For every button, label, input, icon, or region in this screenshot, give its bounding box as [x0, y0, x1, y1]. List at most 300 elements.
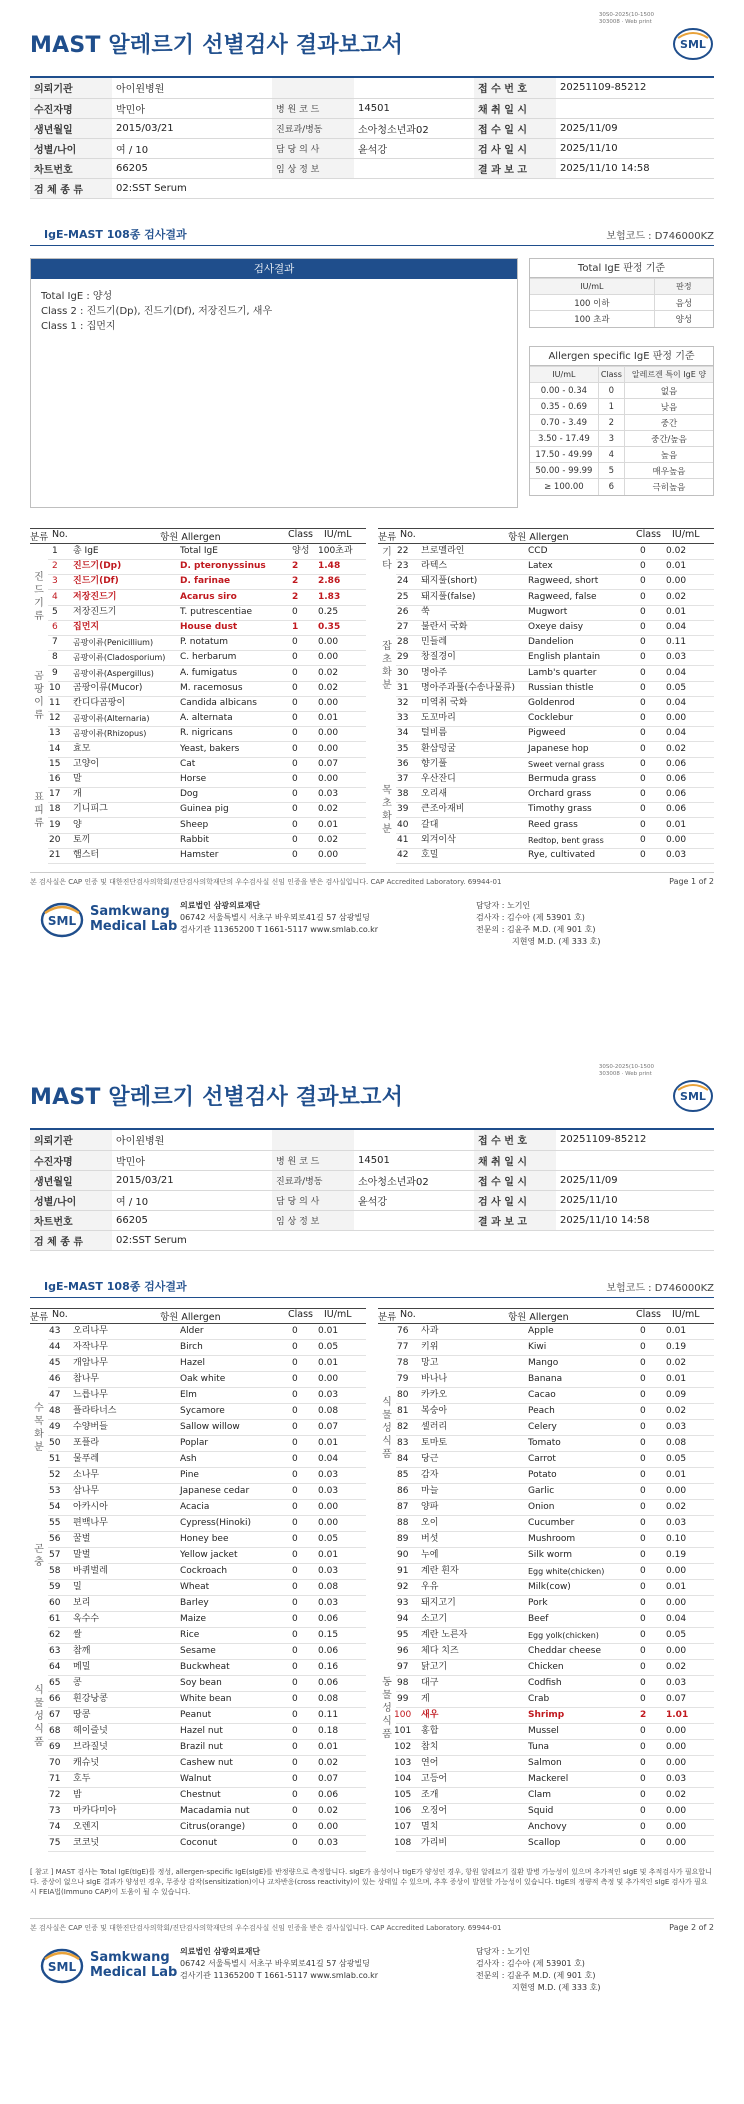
allergen-english-name: Cat [180, 758, 196, 769]
info-label: 의뢰기관 [30, 1130, 112, 1150]
allergen-row [396, 1324, 714, 1340]
allergen-number: 1 [52, 546, 58, 556]
lab-logo-text: Samkwang Medical Lab [90, 1950, 178, 1980]
allergen-number: 56 [49, 1534, 61, 1544]
criteria-cell: 0.35 - 0.69 [530, 399, 598, 415]
allergen-row [48, 620, 366, 636]
page-number: Page 1 of 2 [669, 877, 714, 886]
allergen-class: 0 [292, 1406, 298, 1416]
allergen-number: 23 [397, 561, 409, 572]
allergen-english-name: P. notatum [180, 637, 229, 648]
allergen-korean-name: 곰팡이류(Aspergillus) [73, 668, 154, 678]
allergen-row [48, 1484, 366, 1500]
allergen-class: 0 [292, 819, 298, 830]
allergen-row [396, 1820, 714, 1836]
allergen-korean-name: 참나무 [73, 1374, 100, 1384]
info-value: 14501 [354, 98, 474, 118]
allergen-class: 2 [292, 576, 299, 587]
allergen-group-label: 진 드 기 류 [34, 572, 44, 623]
allergen-english-name: Alder [180, 1326, 204, 1336]
allergen-korean-name: 진드기(Df) [73, 576, 119, 587]
allergen-group-label: 잡 초 화 분 [382, 640, 392, 691]
allergen-row [48, 711, 366, 727]
allergen-number: 25 [397, 591, 409, 602]
allergen-group-label: 식 물 성 식 품 [382, 1396, 392, 1460]
allergen-row [396, 666, 714, 682]
allergen-class: 0 [640, 606, 646, 617]
criteria-cell: 양성 [654, 311, 713, 327]
info-value: 66205 [112, 158, 272, 178]
info-label [272, 1130, 354, 1150]
allergen-class: 0 [292, 1710, 298, 1720]
allergen-iu-value: 0.06 [318, 1614, 339, 1624]
allergen-col-header: Class [288, 1309, 313, 1320]
allergen-number: 5 [52, 606, 58, 617]
allergen-class: 0 [292, 1534, 298, 1544]
allergen-class: 0 [640, 850, 646, 860]
allergen-col-header: 항원 Allergen [160, 1312, 221, 1323]
allergen-row [48, 1372, 366, 1388]
allergen-col-header: 분류 [378, 532, 397, 543]
allergen-row [48, 544, 366, 560]
allergen-class: 0 [292, 1502, 298, 1512]
allergen-class: 0 [292, 1678, 298, 1688]
allergen-korean-name: 닭고기 [421, 1662, 448, 1672]
allergen-iu-value: 0.06 [666, 758, 687, 769]
criteria-cell: 0.70 - 3.49 [530, 415, 598, 431]
allergen-english-name: Horse [180, 774, 207, 784]
allergen-row [48, 1788, 366, 1804]
allergen-korean-name: 우유 [421, 1582, 439, 1592]
allergen-class: 0 [292, 713, 298, 724]
allergen-iu-value: 1.83 [318, 591, 341, 602]
allergen-class: 0 [640, 758, 646, 769]
allergen-korean-name: 브라질넛 [73, 1742, 108, 1752]
allergen-class: 0 [640, 1454, 646, 1464]
allergen-class: 0 [640, 576, 646, 587]
allergen-number: 83 [397, 1438, 409, 1448]
allergen-korean-name: 마늘 [421, 1486, 439, 1496]
allergen-iu-value: 0.35 [318, 622, 341, 632]
allergen-korean-name: 오리새 [421, 789, 448, 800]
info-label: 결 과 보 고 [474, 158, 556, 178]
allergen-number: 39 [397, 804, 409, 815]
info-value: 2025/11/10 [556, 1190, 714, 1210]
info-value: 여 / 10 [112, 138, 272, 158]
allergen-number: 91 [397, 1566, 409, 1576]
allergen-korean-name: 곰팡이류(Rhizopus) [73, 729, 147, 739]
allergen-iu-value: 0.05 [666, 1630, 687, 1640]
allergen-korean-name: 오리나무 [73, 1326, 108, 1336]
allergen-number: 15 [49, 758, 61, 769]
allergen-korean-name: 느릅나무 [73, 1390, 108, 1400]
allergen-number: 93 [397, 1598, 409, 1608]
allergen-korean-name: 오렌지 [73, 1822, 100, 1832]
allergen-iu-value: 0.02 [666, 591, 687, 602]
allergen-english-name: Silk worm [528, 1550, 572, 1560]
allergen-english-name: T. putrescentiae [180, 606, 253, 617]
allergen-number: 49 [49, 1422, 61, 1432]
allergen-korean-name: 연어 [421, 1758, 439, 1768]
allergen-english-name: Elm [180, 1390, 197, 1400]
allergen-english-name: Rye, cultivated [528, 850, 596, 860]
allergen-col-header: 항원 Allergen [160, 532, 221, 543]
allergen-row [396, 574, 714, 590]
allergen-row [396, 1612, 714, 1628]
allergen-iu-value: 0.19 [666, 1550, 687, 1560]
allergen-number: 11 [49, 698, 61, 708]
allergen-iu-value: 0.00 [318, 850, 339, 860]
info-value [354, 1130, 474, 1150]
allergen-class: 0 [640, 774, 646, 784]
allergen-iu-value: 0.02 [318, 834, 339, 845]
info-label: 차트번호 [30, 158, 112, 178]
allergen-iu-value: 0.02 [318, 667, 339, 678]
allergen-english-name: Brazil nut [180, 1742, 223, 1752]
allergen-korean-name: 사과 [421, 1326, 439, 1336]
allergen-english-name: Oak white [180, 1374, 226, 1384]
reference-note: [ 참고 ] MAST 검사는 Total IgE(tIgE)를 정성, allergen-specific IgE(sIgE)를 반정량으로 측정합니다. sIgE가 음성이나 tIgE가 양성인 경우, 항원 알레르기 질환 발병 가능성이 있으며 추가적인 sIgE 및 추적검사가 필요합니다. 증상이 없으나 sIgE 결과가 양성인 경우, 무증상 감작(sensitization)이나 교차반응(cross reactivity)이 있는 상태일 수 있으며, 추후 증상이 발현할 가능성이 있습니다. tIgE의 정량적 측정 및 추가적인 sIgE 검사가 필요 시 FEIA법(Immuno CAP)이 도움이 될 수 있습니다. [30, 1868, 712, 1896]
cap-footer: 본 검사실은 CAP 인증 및 대한진단검사의학회/진단검사의학재단의 우수검사실 신임 인증을 받은 검사실입니다. CAP Accredited Laboratory. 69944-01 Page 2 of 2 [30, 1923, 714, 1932]
allergen-korean-name: 돼지고기 [421, 1598, 456, 1608]
allergen-class: 0 [292, 1662, 298, 1672]
allergen-english-name: Hazel [180, 1358, 206, 1368]
allergen-row [396, 1756, 714, 1772]
allergen-number: 78 [397, 1358, 409, 1368]
allergen-row [396, 711, 714, 727]
allergen-korean-name: 옥수수 [73, 1614, 100, 1624]
allergen-number: 26 [397, 606, 409, 617]
allergen-row [396, 1740, 714, 1756]
allergen-korean-name: 도꼬마리 [421, 713, 456, 724]
allergen-iu-value: 0.00 [318, 743, 339, 754]
svg-text:SML: SML [680, 1090, 706, 1103]
allergen-class: 양성 [292, 546, 310, 556]
allergen-number: 102 [394, 1742, 412, 1752]
allergen-korean-name: 쌀 [73, 1630, 82, 1640]
allergen-class: 0 [640, 1518, 646, 1528]
allergen-class: 0 [640, 667, 646, 678]
allergen-iu-value: 0.00 [666, 1758, 687, 1768]
allergen-korean-name: 향기풀 [421, 758, 448, 769]
allergen-english-name: Bermuda grass [528, 774, 597, 784]
allergen-korean-name: 라텍스 [421, 561, 448, 572]
allergen-korean-name: 바나나 [421, 1374, 448, 1384]
allergen-korean-name: 계란 노른자 [421, 1630, 468, 1640]
allergen-korean-name: 바퀴벌레 [73, 1566, 108, 1576]
allergen-korean-name: 캐슈넛 [73, 1758, 100, 1768]
allergen-english-name: Mugwort [528, 606, 568, 617]
allergen-korean-name: 수양버들 [73, 1422, 108, 1432]
allergen-row [396, 1484, 714, 1500]
allergen-english-name: Wheat [180, 1582, 210, 1592]
allergen-class: 0 [640, 1758, 646, 1768]
allergen-row [396, 757, 714, 773]
info-value: 소아청소년과02 [354, 1170, 474, 1190]
allergen-iu-value: 0.07 [318, 758, 339, 769]
lab-logo-text: Samkwang Medical Lab [90, 904, 178, 934]
allergen-english-name: D. pteronyssinus [180, 561, 266, 572]
allergen-row [396, 787, 714, 803]
allergen-number: 47 [49, 1390, 61, 1400]
allergen-number: 17 [49, 789, 61, 800]
criteria-cell: 음성 [654, 295, 713, 311]
criteria-cell: 극히높음 [624, 479, 713, 495]
allergen-english-name: Sheep [180, 819, 209, 830]
allergen-english-name: Cashew nut [180, 1758, 233, 1768]
allergen-korean-name: 민들레 [421, 637, 448, 648]
info-value: 20251109-85212 [556, 78, 714, 98]
allergen-row [48, 1388, 366, 1404]
allergen-col-header: Class [288, 529, 313, 540]
criteria-cell: 중간 [624, 415, 713, 431]
criteria-cell: 중간/높음 [624, 431, 713, 447]
allergen-class: 0 [292, 1518, 298, 1528]
allergen-class: 0 [640, 834, 646, 845]
allergen-korean-name: 고양이 [73, 758, 100, 769]
allergen-english-name: Cheddar cheese [528, 1646, 601, 1656]
allergen-korean-name: 콩 [73, 1678, 82, 1688]
allergen-number: 106 [394, 1806, 412, 1816]
allergen-number: 90 [397, 1550, 409, 1560]
allergen-english-name: Squid [528, 1806, 554, 1816]
allergen-row [48, 1708, 366, 1724]
allergen-korean-name: 플라타너스 [73, 1406, 117, 1416]
allergen-english-name: Cockroach [180, 1566, 228, 1576]
allergen-korean-name: 돼지풀(false) [421, 591, 476, 602]
allergen-row [396, 1788, 714, 1804]
allergen-english-name: Beef [528, 1614, 549, 1624]
allergen-row [396, 605, 714, 621]
criteria-cell: 0.00 - 0.34 [530, 383, 598, 399]
allergen-row [396, 1644, 714, 1660]
allergen-number: 68 [49, 1726, 61, 1736]
allergen-english-name: Salmon [528, 1758, 562, 1768]
allergen-row [396, 1564, 714, 1580]
allergen-iu-value: 0.08 [666, 1438, 687, 1448]
allergen-iu-value: 0.00 [318, 1518, 339, 1528]
allergen-class: 0 [640, 561, 646, 572]
section-title: IgE-MAST 108종 검사결과 [44, 228, 187, 241]
allergen-class: 0 [292, 1326, 298, 1336]
allergen-iu-value: 0.03 [318, 1390, 339, 1400]
allergen-korean-name: 기니피그 [73, 804, 108, 815]
allergen-english-name: Cypress(Hinoki) [180, 1518, 251, 1528]
allergen-english-name: Anchovy [528, 1822, 567, 1832]
allergen-korean-name: 누에 [421, 1550, 439, 1560]
info-label: 진료과/병동 [272, 1170, 354, 1190]
allergen-iu-value: 0.00 [666, 1598, 687, 1608]
allergen-iu-value: 0.00 [666, 1822, 687, 1832]
allergen-english-name: Birch [180, 1342, 203, 1352]
allergen-korean-name: 꿀벌 [73, 1534, 91, 1544]
allergen-row [48, 1468, 366, 1484]
allergen-korean-name: 양파 [421, 1502, 439, 1512]
allergen-korean-name: 진드기(Dp) [73, 561, 122, 572]
criteria-cell: 100 초과 [530, 311, 654, 327]
allergen-class: 0 [292, 637, 298, 648]
allergen-row [396, 802, 714, 818]
allergen-iu-value: 0.05 [318, 1342, 339, 1352]
allergen-korean-name: 곰팡이류(Alternaria) [73, 714, 150, 724]
allergen-korean-name: 밤 [73, 1790, 82, 1800]
allergen-iu-value: 0.01 [666, 606, 687, 617]
allergen-english-name: Maize [180, 1614, 207, 1624]
allergen-row [48, 1404, 366, 1420]
allergen-number: 75 [49, 1838, 61, 1848]
allergen-col-header: IU/mL [324, 1309, 352, 1320]
allergen-english-name: Goldenrod [528, 698, 575, 708]
allergen-english-name: Ash [180, 1454, 197, 1464]
allergen-english-name: A. alternata [180, 713, 233, 724]
allergen-korean-name: 대구 [421, 1678, 439, 1688]
info-value: 아이윈병원 [112, 1130, 272, 1150]
total-ige-criteria [529, 258, 714, 328]
allergen-number: 9 [52, 667, 58, 678]
info-value: 2015/03/21 [112, 118, 272, 138]
allergen-iu-value: 0.00 [666, 713, 687, 724]
allergen-number: 14 [49, 743, 61, 754]
allergen-english-name: Latex [528, 561, 553, 572]
allergen-class: 0 [640, 1470, 646, 1480]
allergen-english-name: A. fumigatus [180, 667, 238, 678]
criteria-cell: 5 [598, 463, 624, 479]
allergen-number: 32 [397, 698, 409, 708]
allergen-class: 0 [292, 1758, 298, 1768]
allergen-number: 59 [49, 1582, 61, 1592]
allergen-number: 41 [397, 834, 409, 845]
cap-footer: 본 검사실은 CAP 인증 및 대한진단검사의학회/진단검사의학재단의 우수검사실 신임 인증을 받은 검사실입니다. CAP Accredited Laboratory. 69944-01 Page 1 of 2 [30, 877, 714, 886]
allergen-english-name: Walnut [180, 1774, 212, 1784]
criteria-cell: 3 [598, 431, 624, 447]
allergen-iu-value: 0.06 [666, 804, 687, 815]
allergen-group-label: 기 타 [382, 547, 392, 572]
allergen-number: 2 [52, 561, 58, 572]
allergen-col-header: 항원 Allergen [508, 532, 569, 543]
allergen-korean-name: 큰조아재비 [421, 804, 465, 815]
allergen-iu-value: 0.03 [318, 1486, 339, 1496]
allergen-english-name: Yellow jacket [180, 1550, 238, 1560]
allergen-class: 0 [292, 804, 298, 815]
sample-label: 검 체 종 류 [30, 1230, 112, 1250]
allergen-english-name: Soy bean [180, 1678, 222, 1688]
allergen-english-name: Mango [528, 1358, 559, 1368]
allergen-row [48, 802, 366, 818]
allergen-iu-value: 0.04 [666, 1614, 687, 1624]
info-label: 임 상 정 보 [272, 1210, 354, 1230]
allergen-english-name: Dog [180, 789, 199, 800]
allergen-iu-value: 100초과 [318, 546, 353, 556]
allergen-number: 21 [49, 850, 61, 860]
allergen-iu-value: 0.00 [318, 1502, 339, 1512]
allergen-class: 0 [640, 1326, 646, 1336]
allergen-english-name: Sesame [180, 1646, 216, 1656]
allergen-iu-value: 0.03 [318, 1838, 339, 1848]
info-value: 소아청소년과02 [354, 118, 474, 138]
allergen-iu-value: 0.03 [318, 1470, 339, 1480]
criteria-cell: 없음 [624, 383, 713, 399]
allergen-number: 31 [397, 682, 409, 693]
allergen-class: 0 [640, 1438, 646, 1448]
allergen-iu-value: 0.08 [318, 1406, 339, 1416]
allergen-number: 60 [49, 1598, 61, 1608]
allergen-number: 66 [49, 1694, 61, 1704]
allergen-group-label: 표 피 류 [34, 791, 44, 829]
allergen-number: 3 [52, 576, 58, 587]
allergen-number: 107 [394, 1822, 412, 1832]
allergen-row [48, 605, 366, 621]
allergen-class: 0 [640, 1390, 646, 1400]
allergen-iu-value: 0.01 [318, 1358, 339, 1368]
allergen-korean-name: 집먼지 [73, 622, 100, 632]
allergen-iu-value: 0.16 [318, 1662, 339, 1672]
allergen-number: 82 [397, 1422, 409, 1432]
allergen-number: 87 [397, 1502, 409, 1512]
allergen-english-name: Sycamore [180, 1406, 225, 1416]
allergen-row [396, 1500, 714, 1516]
section-title: IgE-MAST 108종 검사결과 [44, 1280, 187, 1293]
allergen-english-name: Buckwheat [180, 1662, 230, 1672]
allergen-korean-name: 망고 [421, 1358, 439, 1368]
allergen-iu-value: 0.02 [666, 1358, 687, 1368]
allergen-class: 0 [292, 834, 298, 845]
allergen-english-name: Dandelion [528, 637, 574, 648]
allergen-korean-name: 말 [73, 774, 82, 784]
allergen-iu-value: 0.02 [666, 546, 687, 556]
allergen-iu-value: 0.09 [666, 1390, 687, 1400]
allergen-table-header [30, 528, 366, 544]
allergen-korean-name: 호두 [73, 1774, 91, 1784]
allergen-iu-value: 0.01 [666, 1374, 687, 1384]
allergen-english-name: Guinea pig [180, 804, 229, 815]
info-label [272, 78, 354, 98]
allergen-row [48, 1724, 366, 1740]
allergen-class: 0 [640, 804, 646, 815]
allergen-korean-name: 호밀 [421, 850, 439, 860]
allergen-iu-value: 1.01 [666, 1710, 689, 1720]
allergen-iu-value: 0.04 [666, 728, 687, 739]
allergen-english-name: Ragweed, short [528, 576, 599, 587]
allergen-row [48, 1804, 366, 1820]
allergen-iu-value: 0.00 [666, 1806, 687, 1816]
allergen-row [396, 1356, 714, 1372]
allergen-number: 104 [394, 1774, 412, 1784]
info-label: 채 취 일 시 [474, 98, 556, 118]
allergen-english-name: Lamb's quarter [528, 667, 597, 678]
criteria-col-header: IU/mL [530, 279, 654, 295]
allergen-class: 0 [640, 1582, 646, 1592]
allergen-english-name: Coconut [180, 1838, 218, 1848]
allergen-class: 0 [640, 1406, 646, 1416]
info-value: 윤석강 [354, 1190, 474, 1210]
allergen-number: 108 [394, 1838, 412, 1848]
info-label: 접 수 번 호 [474, 78, 556, 98]
allergen-english-name: White bean [180, 1694, 232, 1704]
allergen-english-name: M. racemosus [180, 682, 243, 693]
info-label: 차트번호 [30, 1210, 112, 1230]
info-label: 생년월일 [30, 1170, 112, 1190]
info-value [354, 1210, 474, 1230]
allergen-iu-value: 0.00 [666, 1646, 687, 1656]
allergen-iu-value: 0.15 [318, 1630, 339, 1640]
allergen-korean-name: 저장진드기 [73, 591, 117, 602]
allergen-english-name: Reed grass [528, 819, 578, 830]
allergen-row [396, 818, 714, 834]
criteria-cell: 100 이하 [530, 295, 654, 311]
allergen-number: 72 [49, 1790, 61, 1800]
allergen-number: 52 [49, 1470, 61, 1480]
allergen-class: 0 [292, 1454, 298, 1464]
